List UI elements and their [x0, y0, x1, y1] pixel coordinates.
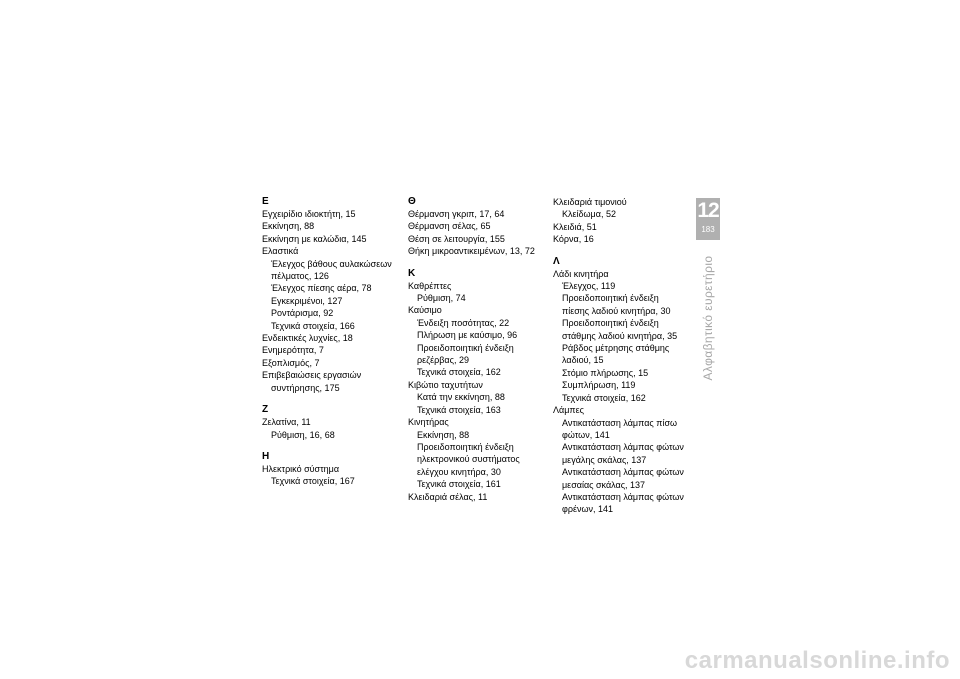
index-entry: Κλειδαριά τιμονιού [553, 197, 627, 207]
index-subentry: Εγκεκριμένοι, 127 [271, 295, 343, 306]
index-entry: Εκκίνηση, 88 [262, 221, 315, 232]
index-entry: Εγχειρίδιο ιδιοκτήτη, 15 [262, 209, 356, 219]
index-entry: Θέρμανση σέλας, 65 [408, 221, 491, 232]
index-entry: Θήκη μικροαντικειμένων, 13, 72 [408, 246, 535, 257]
index-subentry: Στόμιο πλήρωσης, 15 [562, 367, 649, 378]
index-subentry: Πλήρωση με καύσιμο, 96 [417, 330, 518, 341]
index-subentry: Έλεγχος, 119 [562, 281, 616, 292]
index-subentry: Προειδοποιητική ένδειξη [417, 342, 514, 353]
index-letter-heading: Ζ [262, 404, 269, 416]
index-letter-heading: Κ [408, 267, 416, 279]
index-subentry: λαδιού, 15 [562, 355, 604, 366]
index-subentry: Τεχνικά στοιχεία, 163 [417, 404, 501, 415]
index-entry: Ζελατίνα, 11 [262, 417, 311, 428]
index-subentry: πίεσης λαδιού κινητήρα, 30 [562, 305, 671, 316]
index-subentry: Ρύθμιση, 16, 68 [271, 429, 335, 440]
index-entry: Ηλεκτρικό σύστημα [262, 463, 340, 474]
index-entry: Θέση σε λειτουργία, 155 [408, 233, 505, 244]
index-column-3 [553, 196, 688, 516]
index-subentry: Αντικατάσταση λάμπας φώτων [562, 467, 684, 478]
index-entry: Εξοπλισμός, 7 [262, 357, 320, 368]
index-entry: Κλειδιά, 51 [553, 221, 597, 232]
index-subentry: Τεχνικά στοιχεία, 166 [271, 320, 355, 331]
index-entry: Κινητήρας [408, 417, 449, 428]
index-entry: Καθρέπτες [408, 280, 452, 291]
index-entry: Κόρνα, 16 [553, 234, 594, 245]
index-subentry: Τεχνικά στοιχεία, 161 [417, 479, 501, 490]
index-subentry: Αντικατάσταση λάμπας πίσω [562, 417, 678, 428]
page-number: 183 [701, 225, 715, 234]
index-subentry: Αντικατάσταση λάμπας φώτων [562, 491, 684, 502]
index-entry: Ελαστικά [262, 246, 299, 257]
index-entry: Καύσιμο [408, 305, 442, 316]
index-subentry: πέλματος, 126 [271, 271, 329, 282]
index-letter-heading: Λ [553, 255, 560, 267]
index-subentry: Συμπλήρωση, 119 [562, 380, 636, 391]
index-entry: Θέρμανση γκριπ, 17, 64 [408, 209, 505, 219]
index-subentry: Ροντάρισμα, 92 [271, 308, 334, 319]
index-subentry: ρεζέρβας, 29 [417, 355, 469, 366]
index-subentry: Έλεγχος βάθους αυλακώσεων [271, 258, 392, 269]
index-subentry: Ρύθμιση, 74 [417, 293, 466, 304]
index-subentry: Ένδειξη ποσότητας, 22 [417, 317, 510, 328]
index-entry: Λάμπες [553, 405, 584, 416]
chapter-number: 12 [697, 199, 719, 222]
watermark: carmanualsonline.info [684, 647, 950, 674]
index-entry: Εκκίνηση με καλώδια, 145 [262, 233, 367, 244]
index-letter-heading: Ε [262, 196, 269, 207]
chapter-tab [696, 198, 720, 240]
index-entry: Ενημερότητα, 7 [262, 345, 324, 356]
index-subentry: Αντικατάσταση λάμπας φώτων [562, 442, 684, 453]
index-entry: Επιβεβαιώσεις εργασιών [262, 370, 362, 381]
index-subentry: Προειδοποιητική ένδειξη [417, 441, 514, 452]
index-letter-heading: Η [262, 450, 270, 462]
index-subentry: Τεχνικά στοιχεία, 162 [562, 392, 646, 403]
index-subentry: Κατά την εκκίνηση, 88 [417, 392, 505, 403]
index-column-2 [408, 196, 548, 503]
index-subentry: μεσαίας σκάλας, 137 [562, 479, 646, 490]
index-entry: Κιβώτιο ταχυτήτων [408, 379, 483, 390]
index-subentry: ελέγχου κινητήρα, 30 [417, 466, 501, 477]
index-subentry: Τεχνικά στοιχεία, 167 [271, 476, 355, 487]
index-subentry: μεγάλης σκάλας, 137 [562, 454, 647, 465]
index-entry: Ενδεικτικές λυχνίες, 18 [262, 333, 353, 344]
index-subentry: Εκκίνηση, 88 [417, 429, 470, 440]
index-subentry: συντήρησης, 175 [271, 382, 340, 393]
section-title-vertical: Αλφαβητικό ευρετήριο [701, 255, 715, 381]
index-subentry: Προειδοποιητική ένδειξη [562, 293, 659, 304]
index-subentry: Τεχνικά στοιχεία, 162 [417, 367, 501, 378]
index-subentry: φώτων, 141 [562, 429, 610, 440]
index-entry: Κλειδαριά σέλας, 11 [408, 491, 488, 502]
index-subentry: Κλείδωμα, 52 [562, 209, 616, 220]
index-subentry: Ράβδος μέτρησης στάθμης [562, 343, 670, 354]
index-entry: Λάδι κινητήρα [553, 268, 609, 279]
index-column-1 [262, 196, 397, 488]
index-subentry: ηλεκτρονικού συστήματος [417, 454, 520, 465]
index-subentry: Προειδοποιητική ένδειξη [562, 318, 659, 329]
index-subentry: στάθμης λαδιού κινητήρα, 35 [562, 330, 678, 341]
index-subentry: Έλεγχος πίεσης αέρα, 78 [271, 283, 372, 294]
index-letter-heading: Θ [408, 196, 416, 207]
index-subentry: φρένων, 141 [562, 504, 614, 515]
